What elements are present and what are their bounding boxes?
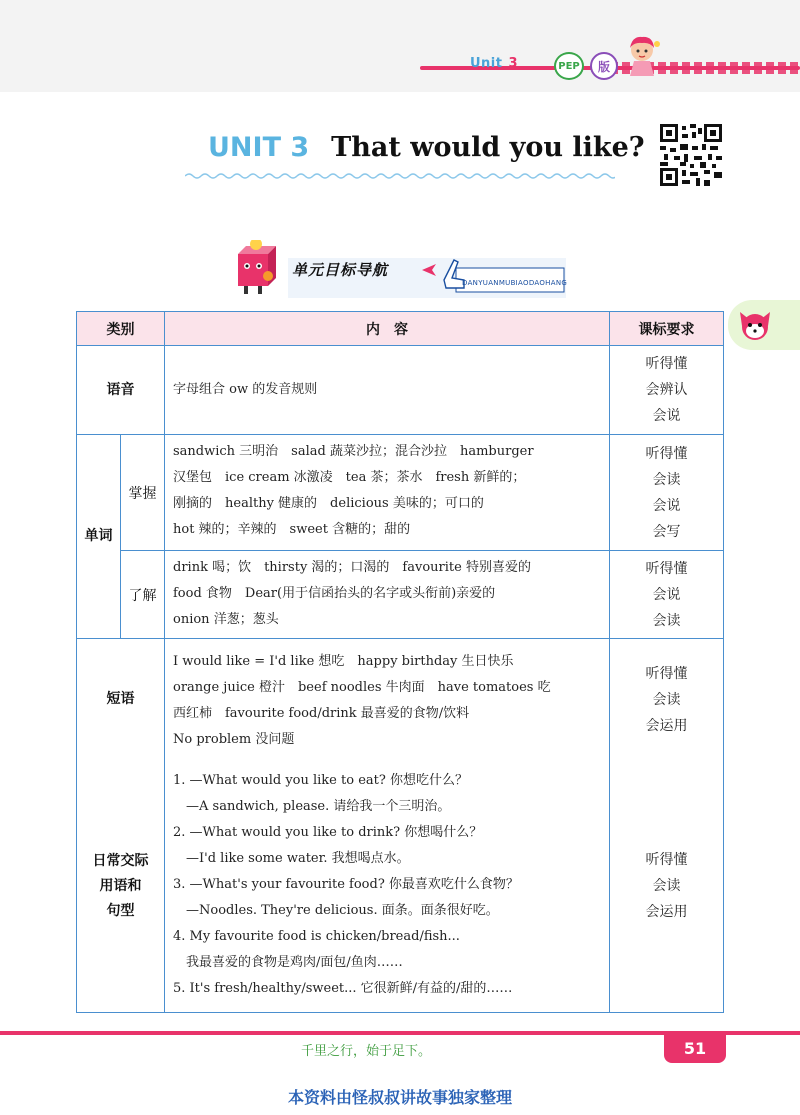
title-unit: UNIT 3: [208, 132, 310, 163]
requirement-item: 听得懂: [645, 665, 688, 682]
requirement-item: 会读: [652, 612, 681, 629]
section-banner: [232, 240, 568, 302]
requirement-item: 会读: [652, 691, 681, 708]
footer-motto: 千里之行，始于足下。: [301, 1044, 432, 1059]
pep-badge: PEP: [554, 52, 584, 80]
words-master-content: [164, 434, 610, 551]
content-line: 4. My favourite food is chicken/bread/fish...: [173, 929, 460, 944]
pronunciation-text: 字母组合 ow 的发音规则: [173, 382, 318, 397]
content-line: 西红柿 favourite food/drink 最喜爱的食物/饮料: [173, 706, 470, 721]
content-line: —I'd like some water. 我想喝点水。: [173, 851, 410, 866]
words-master-requirements: [609, 434, 724, 551]
requirement-item: 会运用: [645, 717, 688, 734]
content-line: 3. —What's your favourite food? 你最喜欢吃什么食物？: [173, 877, 519, 892]
header-unit-label: Unit: [470, 56, 503, 71]
edition-badge: 版: [590, 52, 618, 80]
phrases-requirements: [609, 638, 724, 760]
content-line: 5. It's fresh/healthy/sweet... 它很新鲜/有益的/甜的……: [173, 981, 513, 996]
content-line: —Noodles. They're delicious. 面条。面条很好吃。: [173, 903, 499, 918]
requirement-item: 听得懂: [645, 852, 688, 868]
header-unit-tag: [470, 56, 518, 71]
words-know-content: [164, 550, 610, 639]
requirement-item: 听得懂: [645, 560, 688, 577]
content-line: 1. —What would you like to eat? 你想吃什么？: [173, 773, 468, 788]
pronunciation-requirements: [609, 345, 724, 435]
requirement-item: 会说: [652, 497, 681, 514]
content-line: hot 辣的；辛辣的 sweet 含糖的；甜的: [173, 522, 411, 537]
footer-note: 本资料由怪叔叔讲故事独家整理: [287, 1088, 512, 1107]
banner-title: 单元目标导航: [292, 261, 389, 279]
content-line: orange juice 橙汁 beef noodles 牛肉面 have tomatoes 吃: [173, 680, 551, 695]
requirement-item: 会读: [652, 878, 681, 894]
title-wave-divider: [185, 172, 615, 180]
content-line: onion 洋葱；葱头: [173, 612, 279, 627]
cartoon-girl-icon: [620, 34, 664, 78]
requirement-item: 听得懂: [645, 356, 688, 372]
fox-face-icon: [736, 306, 774, 344]
content-line: drink 喝；饮 thirsty 渴的；口渴的 favourite 特别喜爱的: [173, 560, 531, 575]
page-number: 51: [664, 1033, 726, 1063]
label-line: 用语和: [99, 877, 142, 894]
content-line: —A sandwich, please. 请给我一个三明治。: [173, 799, 451, 814]
phrases-content: [164, 638, 610, 760]
header-content: 内 容: [164, 311, 610, 346]
content-line: 我最喜爱的食物是鸡肉/面包/鱼肉……: [173, 955, 403, 970]
row-label-words: 单词: [76, 434, 121, 639]
content-line: food 食物 Dear(用于信函抬头的名字或头衔前)亲爱的: [173, 586, 496, 601]
row-sublabel-master: 掌握: [120, 434, 165, 551]
qr-code-icon[interactable]: [660, 124, 722, 186]
sentences-content: [164, 760, 610, 1013]
banner-pinyin: DANYUANMUBIAODAOHANG: [462, 279, 568, 287]
header-requirement: 课标要求: [609, 311, 724, 346]
requirement-item: 听得懂: [645, 445, 688, 462]
objectives-table: [76, 311, 724, 1013]
requirement-item: 会读: [652, 471, 681, 488]
page-title: [208, 132, 645, 163]
row-label-sentences: [76, 760, 165, 1013]
requirement-item: 会运用: [645, 904, 688, 920]
title-text: That would you like?: [331, 132, 645, 163]
content-line: sandwich 三明治 salad 蔬菜沙拉；混合沙拉 hamburger: [173, 444, 534, 459]
header-band: [0, 0, 800, 92]
header-unit-number: 3: [508, 56, 519, 71]
sentences-requirements: [609, 760, 724, 1013]
label-line: 句型: [106, 902, 135, 919]
header-category: 类别: [76, 311, 165, 346]
requirement-item: 会说: [652, 586, 681, 603]
content-line: 刚摘的 healthy 健康的 delicious 美味的；可口的: [173, 496, 484, 511]
requirement-item: 会说: [652, 408, 681, 424]
words-know-requirements: [609, 550, 724, 639]
row-sublabel-know: 了解: [120, 550, 165, 639]
label-line: 日常交际: [92, 852, 149, 869]
row-label-pronunciation: 语音: [76, 345, 165, 435]
content-line: 2. —What would you like to drink? 你想喝什么？: [173, 825, 483, 840]
row-label-phrases: 短语: [76, 638, 165, 760]
content-line: I would like = I'd like 想吃 happy birthday 生日快乐: [173, 654, 514, 669]
pronunciation-content: [164, 345, 610, 435]
requirement-item: 会辨认: [645, 382, 688, 398]
content-line: No problem 没问题: [173, 732, 295, 747]
content-line: 汉堡包 ice cream 冰激凌 tea 茶；茶水 fresh 新鲜的；: [173, 470, 526, 485]
requirement-item: 会写: [652, 523, 681, 540]
